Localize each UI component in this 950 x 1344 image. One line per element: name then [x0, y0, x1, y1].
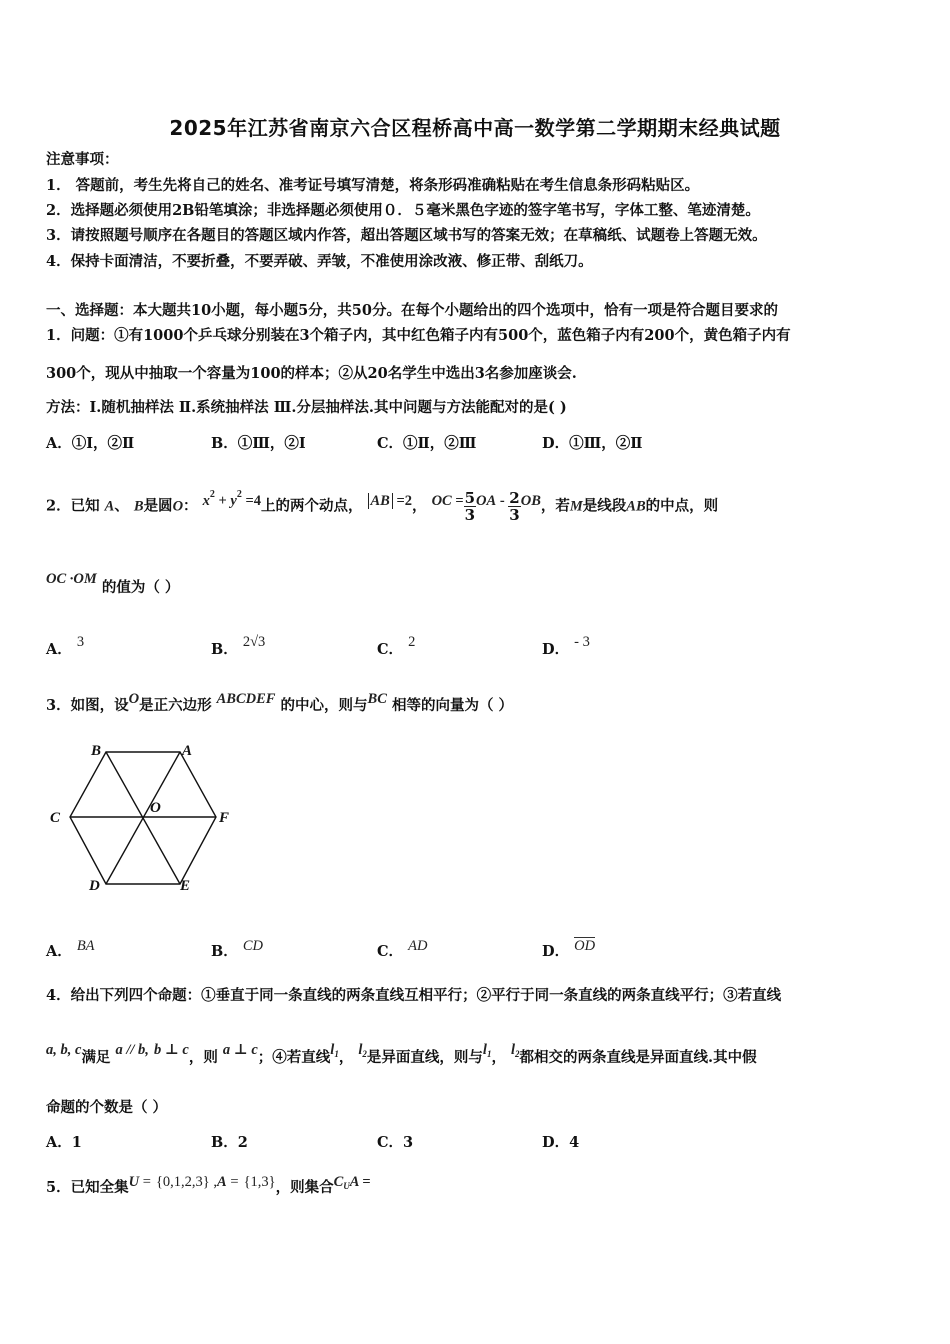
q4-line2: [46, 1042, 757, 1072]
q3-stem: [46, 691, 514, 716]
q2-vector-ob: OB: [520, 492, 541, 509]
q4-perp-bc: b ⊥ c: [154, 1042, 189, 1058]
q2-text-1: 2．已知: [46, 497, 100, 515]
q2-abs-eq: =2: [392, 492, 412, 509]
vertex-d-label: D: [89, 878, 100, 894]
vertex-a-label: A: [182, 743, 193, 759]
page-title: 2025年江苏省南京六合区程桥高中高一数学第二学期期末经典试题: [169, 116, 781, 140]
q2-frac-2-3: [508, 490, 520, 523]
q3-text-3: 的中心，则与: [280, 697, 368, 714]
q2-frac2-den: 3: [509, 506, 520, 524]
q4-l1-a-sub: 1: [334, 1049, 339, 1059]
q2-eq: =: [451, 492, 464, 509]
notice-item-2: 2．选择题必须使用2B铅笔填涂；非选择题必须使用０．５毫米黑色字迹的签字笔书写，字体工整、笔迹清楚。: [46, 202, 760, 219]
q2-circle-plus: +: [214, 492, 231, 509]
section-heading: 一、选择题：本大题共10小题，每小题5分，共50分。在每个小题给出的四个选项中，恰有一项是符合题目要求的: [46, 302, 778, 319]
q2-vector-oa: OA: [476, 492, 497, 509]
q2-question: [46, 571, 180, 598]
q2-option-b-value: 2√3: [242, 634, 266, 650]
q3-option-b-label: B．: [211, 943, 238, 960]
q4-text-1: 满足: [81, 1049, 111, 1066]
q2-circle-y: y: [230, 492, 237, 509]
vertex-e-label: E: [180, 878, 191, 894]
q3-option-a[interactable]: [46, 940, 95, 961]
q5-complement: [334, 1174, 371, 1190]
q2-option-d-label: D．: [542, 641, 570, 658]
q2-option-b[interactable]: [211, 634, 266, 659]
q1-line3: 方法：Ⅰ.随机抽样法 Ⅱ.系统抽样法 Ⅲ.分层抽样法.其中问题与方法能配对的是( ): [46, 399, 567, 416]
q2-circle-x: x: [202, 492, 210, 509]
q4-parallel: a // b,: [115, 1042, 149, 1058]
q2-option-d-value: - 3: [574, 634, 590, 650]
q4-line1: 4．给出下列四个命题：①垂直于同一条直线的两条直线互相平行；②平行于同一条直线的两条直线平行；③若直线: [46, 987, 782, 1004]
q2-sep: 、: [114, 497, 129, 515]
q4-text-2: ，则: [188, 1049, 218, 1066]
q3-text-1: 3．如图，设: [46, 697, 129, 714]
q2-abs-ab-text: AB: [370, 492, 390, 509]
vertex-b-label: B: [91, 743, 102, 759]
q4-l2-b-l: l: [511, 1042, 516, 1058]
q4-l1-a-l: l: [330, 1042, 335, 1058]
q3-option-a-label: A．: [46, 943, 72, 960]
q2-comma: ，: [412, 497, 427, 515]
q2-option-c[interactable]: [377, 634, 416, 659]
notice-item-1: 1． 答题前，考生先将自己的姓名、准考证号填写清楚，将条形码准确粘贴在考生信息条形码粘贴区。: [46, 177, 700, 194]
q2-dot-product: OC ·OM: [46, 571, 97, 587]
q4-l2-b-sub: 2: [515, 1049, 520, 1059]
q5-eq: =: [139, 1174, 151, 1190]
q4-option-a[interactable]: A．1: [46, 1134, 82, 1151]
hexagon-figure: [46, 740, 246, 900]
q3-option-b[interactable]: [211, 940, 263, 961]
q5-set-u: {0,1,2,3}: [155, 1174, 210, 1190]
q5-set-a: {1,3}: [243, 1174, 276, 1190]
notice-heading: 注意事项：: [46, 151, 119, 168]
q4-l2-b: [511, 1042, 520, 1058]
notice-item-3: 3．请按照题号顺序在各题目的答题区域内作答，超出答题区域书写的答案无效；在草稿纸、试题卷上答题无效。: [46, 227, 767, 244]
q2-abs-ab: [368, 493, 393, 509]
q3-option-a-value: BA: [76, 938, 95, 954]
q2-option-a-label: A．: [46, 641, 72, 658]
q2-text-3: 上的两个动点，: [260, 497, 363, 515]
q1-line1: 1．问题：①有1000个乒乓球分别装在3个箱子内，其中红色箱子内有500个，蓝色箱子内有200个，黄色箱子内有: [46, 327, 791, 344]
q4-option-d[interactable]: D．4: [542, 1134, 580, 1151]
q2-option-d[interactable]: [542, 634, 590, 659]
q3-option-d-label: D．: [542, 943, 570, 960]
q4-line3: 命题的个数是（ ）: [46, 1099, 168, 1116]
notice-item-4: 4．保持卡面清洁，不要折叠，不要弄破、弄皱，不准使用涂改液、修正带、刮纸刀。: [46, 253, 593, 270]
q5-stem: [46, 1174, 371, 1202]
q5-complement-sub: U: [343, 1181, 350, 1191]
vertex-f-label: F: [219, 810, 230, 826]
q5-set-u-values: 0,1,2,3: [162, 1174, 203, 1190]
q3-center-o: O: [128, 691, 140, 707]
q5-set-a-name: A: [217, 1174, 227, 1190]
q2-option-b-label: B．: [211, 641, 238, 658]
q2-text-6: 的中点，则: [645, 497, 719, 515]
q5-sep: ,: [209, 1174, 218, 1190]
q2-point-m: M: [569, 498, 583, 515]
q4-option-b[interactable]: B．2: [211, 1134, 248, 1151]
q4-l1-b: [483, 1042, 492, 1058]
q3-option-c-label: C．: [377, 943, 404, 960]
q1-option-d[interactable]: D．①Ⅲ，②Ⅱ: [542, 435, 643, 452]
q2-circle-o: O: [172, 498, 184, 515]
q2-text-4: ，若: [540, 497, 570, 515]
q2-colon: ：: [183, 497, 198, 515]
q2-text-5: 是线段: [582, 497, 627, 515]
q4-text-3: ；④若直线: [257, 1049, 331, 1066]
q1-option-b[interactable]: B．①Ⅲ，②Ⅰ: [211, 435, 306, 452]
q1-option-c[interactable]: C．①Ⅱ，②Ⅲ: [377, 435, 477, 452]
q5-complement-c: C: [333, 1174, 344, 1190]
q5-eq-2: =: [226, 1174, 239, 1190]
q3-vector-bc: BC: [367, 691, 387, 707]
q4-l2-a-l: l: [358, 1042, 363, 1058]
q4-text-7: 都相交的两条直线是异面直线.其中假: [519, 1049, 757, 1066]
q2-frac1-num: 5: [464, 489, 476, 507]
q3-option-c-value: AD: [408, 938, 428, 954]
q2-option-c-label: C．: [377, 641, 404, 658]
q2-circle-equation: $x^2 + y^2 =4$: [202, 488, 261, 509]
q2-circle-rhs: =4: [241, 492, 261, 509]
q3-option-c[interactable]: [377, 940, 427, 961]
q5-universal-set: U: [128, 1174, 140, 1190]
q4-option-c[interactable]: C．3: [377, 1134, 414, 1151]
q4-l2-a: [358, 1042, 367, 1058]
q3-hexagon-name: ABCDEF: [216, 691, 276, 707]
q2-frac-5-3: [464, 490, 476, 523]
q2-minus: -: [496, 492, 509, 509]
q2-text-2: 是圆: [143, 497, 173, 515]
q4-lines-abc: a, b, c: [46, 1042, 82, 1058]
q3-text-2: 是正六边形: [139, 697, 212, 714]
q2-option-c-value: 2: [408, 634, 416, 650]
center-o-label: O: [150, 800, 161, 816]
q2-frac1-den: 3: [464, 506, 476, 524]
q4-text-4: ，: [338, 1049, 354, 1066]
q5-complement-tail: A =: [349, 1174, 371, 1190]
q3-text-4: 相等的向量为（ ）: [391, 697, 514, 714]
q2-segment-ab: AB: [626, 498, 646, 515]
q4-text-6: ，: [491, 1049, 506, 1066]
q5-set-a-values: 1,3: [250, 1174, 269, 1190]
q2-option-a[interactable]: [46, 634, 85, 659]
q2-text-7: 的值为（ ）: [101, 579, 180, 596]
q4-l1-a: [330, 1042, 339, 1058]
q4-l2-a-sub: 2: [362, 1049, 367, 1059]
q5-text-1: 5．已知全集: [46, 1179, 129, 1196]
q2-point-a: A: [104, 498, 115, 515]
q1-option-a[interactable]: A．①Ⅰ，②Ⅱ: [46, 435, 135, 452]
q4-text-5: 是异面直线，则与: [366, 1049, 483, 1066]
q2-point-b: B: [133, 498, 144, 515]
q5-text-2: ，则集合: [275, 1179, 334, 1196]
q2-frac2-num: 2: [509, 489, 520, 507]
q3-option-d-value: OD: [574, 938, 596, 954]
q2-vector-oc: OC: [431, 492, 452, 509]
q2-stem: [46, 490, 718, 523]
q4-perp-ac: a ⊥ c: [222, 1042, 258, 1058]
q3-option-d[interactable]: [542, 940, 595, 961]
q4-l1-b-sub: 1: [486, 1049, 492, 1059]
vertex-c-label: C: [50, 810, 61, 826]
q2-option-a-value: 3: [76, 634, 85, 650]
q3-option-b-value: CD: [242, 938, 263, 954]
q1-line2: 300个，现从中抽取一个容量为100的样本；②从20名学生中选出3名参加座谈会.: [46, 365, 577, 382]
q4-l1-b-l: l: [482, 1042, 487, 1058]
